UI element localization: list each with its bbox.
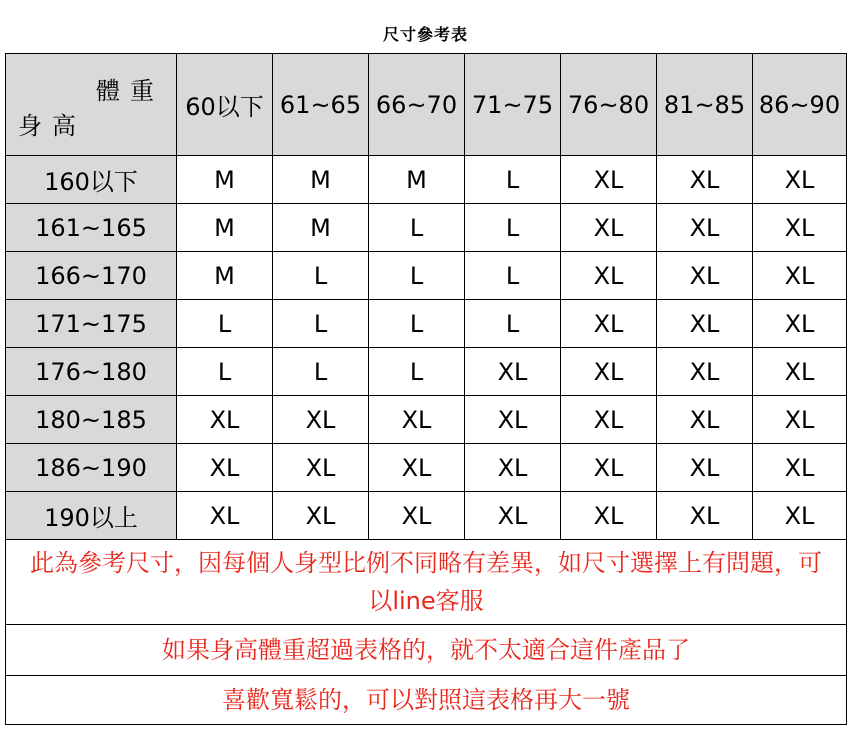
size-cell: L xyxy=(465,204,561,252)
size-cell: L xyxy=(369,204,465,252)
note-row xyxy=(6,540,847,625)
table-row xyxy=(6,396,847,444)
height-cell: 160以下 xyxy=(6,156,177,204)
height-cell: 180~185 xyxy=(6,396,177,444)
size-cell: L xyxy=(177,300,273,348)
size-cell: L xyxy=(465,156,561,204)
height-cell: 186~190 xyxy=(6,444,177,492)
out-of-range-note: 如果身高體重超過表格的，就不太適合這件產品了 xyxy=(162,636,690,664)
table-row xyxy=(6,348,847,396)
size-cell: XL xyxy=(273,444,369,492)
size-cell: L xyxy=(369,300,465,348)
size-cell: XL xyxy=(753,396,847,444)
size-cell: XL xyxy=(273,396,369,444)
size-cell: M xyxy=(177,204,273,252)
size-cell: XL xyxy=(657,156,753,204)
size-cell: XL xyxy=(465,396,561,444)
size-cell: L xyxy=(273,300,369,348)
note-cell xyxy=(6,625,847,676)
page-title: 尺寸參考表 xyxy=(382,25,468,44)
size-cell: M xyxy=(369,156,465,204)
table-row xyxy=(6,252,847,300)
size-cell: XL xyxy=(561,300,657,348)
weight-header-cell: 60以下 xyxy=(177,54,273,156)
corner-header-cell xyxy=(6,54,177,156)
header-row xyxy=(6,54,847,156)
size-cell: XL xyxy=(753,300,847,348)
note-row xyxy=(6,625,847,676)
size-cell: XL xyxy=(753,156,847,204)
size-cell: XL xyxy=(177,444,273,492)
weight-header-cell: 86~90 xyxy=(753,54,847,156)
size-cell: L xyxy=(465,300,561,348)
size-cell: XL xyxy=(657,444,753,492)
size-cell: XL xyxy=(561,396,657,444)
size-cell: XL xyxy=(657,348,753,396)
size-cell: L xyxy=(369,252,465,300)
note-cell xyxy=(6,540,847,625)
size-cell: XL xyxy=(657,204,753,252)
size-cell: XL xyxy=(465,444,561,492)
table-row xyxy=(6,156,847,204)
size-cell: XL xyxy=(753,252,847,300)
size-cell: XL xyxy=(561,252,657,300)
size-cell: L xyxy=(465,252,561,300)
table-row xyxy=(6,204,847,252)
size-cell: L xyxy=(177,348,273,396)
size-cell: L xyxy=(273,348,369,396)
size-cell: XL xyxy=(753,204,847,252)
loose-fit-note: 喜歡寬鬆的，可以對照這表格再大一號 xyxy=(222,686,630,714)
height-cell: 171~175 xyxy=(6,300,177,348)
size-cell: XL xyxy=(369,444,465,492)
size-table xyxy=(5,53,847,725)
height-cell: 166~170 xyxy=(6,252,177,300)
weight-header-cell: 71~75 xyxy=(465,54,561,156)
size-cell: XL xyxy=(657,252,753,300)
height-cell: 190以上 xyxy=(6,492,177,540)
size-cell: XL xyxy=(657,396,753,444)
size-cell: XL xyxy=(465,492,561,540)
size-cell: XL xyxy=(369,492,465,540)
size-cell: XL xyxy=(753,444,847,492)
size-cell: M xyxy=(273,204,369,252)
size-cell: L xyxy=(369,348,465,396)
note-cell xyxy=(6,676,847,725)
size-cell: M xyxy=(177,252,273,300)
size-cell: XL xyxy=(657,492,753,540)
weight-header-cell: 76~80 xyxy=(561,54,657,156)
size-cell: XL xyxy=(369,396,465,444)
height-cell: 176~180 xyxy=(6,348,177,396)
weight-header-cell: 66~70 xyxy=(369,54,465,156)
size-cell: XL xyxy=(753,348,847,396)
size-cell: XL xyxy=(561,204,657,252)
size-cell: XL xyxy=(561,156,657,204)
size-cell: XL xyxy=(753,492,847,540)
size-cell: XL xyxy=(657,300,753,348)
size-cell: XL xyxy=(561,492,657,540)
size-cell: L xyxy=(273,252,369,300)
size-cell: XL xyxy=(177,492,273,540)
table-row xyxy=(6,492,847,540)
height-axis-label: 身高 xyxy=(18,112,86,140)
size-cell: XL xyxy=(465,348,561,396)
weight-header-cell: 61~65 xyxy=(273,54,369,156)
height-cell: 161~165 xyxy=(6,204,177,252)
table-row xyxy=(6,444,847,492)
table-row xyxy=(6,300,847,348)
size-cell: XL xyxy=(177,396,273,444)
reference-size-note: 此為參考尺寸，因每個人身型比例不同略有差異，如尺寸選擇上有問題，可以line客服 xyxy=(30,549,822,615)
size-cell: XL xyxy=(273,492,369,540)
note-row xyxy=(6,676,847,725)
weight-axis-label: 體重 xyxy=(96,77,164,105)
size-cell: XL xyxy=(561,444,657,492)
weight-header-cell: 81~85 xyxy=(657,54,753,156)
size-cell: XL xyxy=(561,348,657,396)
size-cell: M xyxy=(177,156,273,204)
size-cell: M xyxy=(273,156,369,204)
